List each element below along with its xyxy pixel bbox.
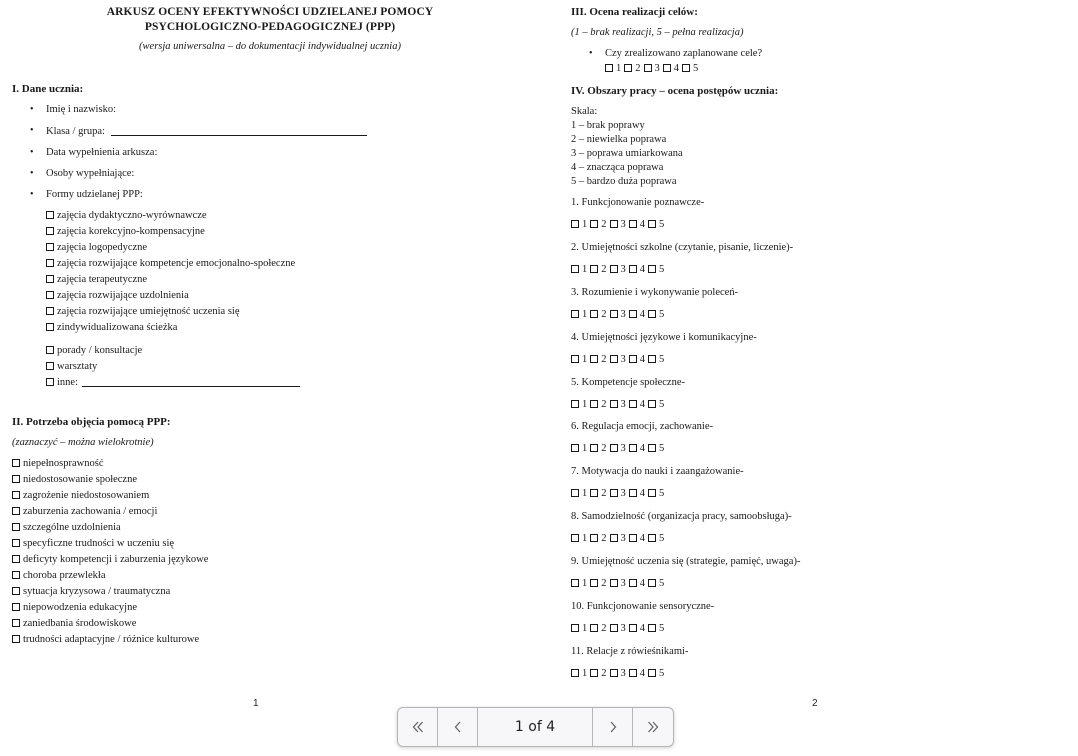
rating-option[interactable] bbox=[590, 219, 606, 230]
rating-option-label: 3 bbox=[620, 399, 626, 410]
rating-option-label: 5 bbox=[659, 623, 665, 634]
checkbox-icon[interactable] bbox=[644, 64, 652, 72]
rating-option-label: 3 bbox=[620, 533, 626, 544]
field-class-label: Klasa / grupa: bbox=[46, 126, 105, 137]
area-label: 8. Samodzielność (organizacja pracy, samoobsługa)- bbox=[571, 511, 792, 522]
rating-option-label: 4 bbox=[639, 488, 645, 499]
need-option[interactable]: zaniedbania środowiskowe bbox=[12, 613, 136, 631]
rating-option[interactable] bbox=[610, 668, 626, 679]
rating-option[interactable] bbox=[571, 309, 587, 320]
scale-item: 4 – znacząca poprawa bbox=[571, 162, 664, 173]
need-option[interactable]: choroba przewlekła bbox=[12, 565, 106, 583]
rating-option-label: 5 bbox=[659, 309, 665, 320]
rating-option[interactable] bbox=[610, 354, 626, 365]
field-persons-label: Osoby wypełniające: bbox=[46, 168, 135, 179]
checkbox-icon[interactable] bbox=[12, 603, 20, 611]
area-label: 10. Funkcjonowanie sensoryczne- bbox=[571, 601, 715, 612]
rating-option-label: 4 bbox=[639, 399, 645, 410]
section-3-note: (1 – brak realizacji, 5 – pełna realizacja) bbox=[571, 27, 744, 38]
rating-option[interactable] bbox=[629, 309, 645, 320]
area-label: 9. Umiejętność uczenia się (strategie, pamięć, uwaga)- bbox=[571, 556, 801, 567]
checkbox-icon[interactable] bbox=[610, 265, 618, 273]
area-rating[interactable] bbox=[571, 623, 667, 634]
form-option[interactable]: zajęcia rozwijające umiejętność uczenia się bbox=[46, 301, 239, 319]
scale-item: 1 – brak poprawy bbox=[571, 120, 645, 131]
rating-option-label: 2 bbox=[601, 354, 607, 365]
rating-option[interactable] bbox=[648, 399, 664, 410]
rating-option[interactable] bbox=[644, 63, 660, 74]
checkbox-icon[interactable] bbox=[610, 355, 618, 363]
rating-option[interactable] bbox=[624, 63, 640, 74]
rating-option[interactable] bbox=[629, 668, 645, 679]
rating-option[interactable] bbox=[571, 354, 587, 365]
page-indicator: 1 of 4 bbox=[478, 708, 593, 746]
form-option[interactable]: zajęcia terapeutyczne bbox=[46, 269, 147, 287]
field-name-label: Imię i nazwisko: bbox=[46, 104, 116, 115]
rating-option[interactable] bbox=[610, 533, 626, 544]
form-option[interactable]: zajęcia rozwijające kompetencje emocjonalno-społeczne bbox=[46, 253, 295, 271]
checkbox-icon[interactable] bbox=[648, 534, 656, 542]
next-page-button[interactable] bbox=[593, 708, 633, 746]
page-navigation-toolbar bbox=[397, 707, 674, 747]
rating-option-label: 3 bbox=[620, 219, 626, 230]
rating-option[interactable] bbox=[610, 399, 626, 410]
checkbox-icon[interactable] bbox=[12, 635, 20, 643]
rating-option[interactable] bbox=[590, 309, 606, 320]
area-rating[interactable] bbox=[571, 219, 667, 230]
checkbox-icon[interactable] bbox=[46, 211, 54, 219]
checkbox-icon[interactable] bbox=[648, 220, 656, 228]
need-option[interactable]: niepełnosprawność bbox=[12, 453, 103, 471]
rating-option-label: 5 bbox=[659, 443, 665, 454]
rating-option-label: 1 bbox=[582, 533, 588, 544]
checkbox-icon[interactable] bbox=[571, 444, 579, 452]
rating-option[interactable] bbox=[648, 264, 664, 275]
checkbox-icon[interactable] bbox=[629, 534, 637, 542]
need-option[interactable]: sytuacja kryzysowa / traumatyczna bbox=[12, 581, 170, 599]
goals-question: Czy zrealizowano zaplanowane cele? bbox=[605, 48, 763, 59]
area-rating[interactable] bbox=[571, 533, 667, 544]
checkbox-icon[interactable] bbox=[12, 555, 20, 563]
rating-option-label: 3 bbox=[620, 354, 626, 365]
rating-option-label: 2 bbox=[601, 578, 607, 589]
rating-option[interactable] bbox=[571, 533, 587, 544]
rating-option[interactable] bbox=[629, 219, 645, 230]
checkbox-icon[interactable] bbox=[590, 579, 598, 587]
rating-option-label: 2 bbox=[601, 488, 607, 499]
checkbox-icon[interactable] bbox=[46, 346, 54, 354]
checkbox-icon[interactable] bbox=[12, 587, 20, 595]
rating-option-label: 1 bbox=[582, 443, 588, 454]
rating-option[interactable] bbox=[629, 488, 645, 499]
checkbox-icon[interactable] bbox=[629, 669, 637, 677]
rating-option-label: 2 bbox=[601, 219, 607, 230]
area-label: 1. Funkcjonowanie poznawcze- bbox=[571, 197, 705, 208]
rating-option[interactable] bbox=[648, 533, 664, 544]
need-option[interactable]: niedostosowanie społeczne bbox=[12, 469, 137, 487]
rating-option-label: 5 bbox=[659, 219, 665, 230]
rating-option[interactable] bbox=[610, 219, 626, 230]
checkbox-icon[interactable] bbox=[46, 362, 54, 370]
form-option[interactable]: zajęcia logopedyczne bbox=[46, 237, 147, 255]
rating-option[interactable] bbox=[590, 399, 606, 410]
need-option[interactable]: szczególne uzdolnienia bbox=[12, 517, 121, 535]
rating-option-label: 3 bbox=[620, 668, 626, 679]
scale-item: 3 – poprawa umiarkowana bbox=[571, 148, 683, 159]
checkbox-icon[interactable] bbox=[571, 624, 579, 632]
rating-option[interactable] bbox=[648, 219, 664, 230]
rating-option[interactable] bbox=[590, 533, 606, 544]
checkbox-icon[interactable] bbox=[590, 310, 598, 318]
checkbox-icon[interactable] bbox=[610, 669, 618, 677]
checkbox-icon[interactable] bbox=[46, 275, 54, 283]
checkbox-icon[interactable] bbox=[571, 400, 579, 408]
rating-option-label: 5 bbox=[659, 264, 665, 275]
rating-option-label: 4 bbox=[673, 63, 679, 74]
rating-option-label: 3 bbox=[620, 264, 626, 275]
checkbox-icon[interactable] bbox=[610, 624, 618, 632]
bullet-icon: • bbox=[30, 125, 34, 136]
section-4-heading: IV. Obszary pracy – ocena postępów ucznia: bbox=[571, 85, 779, 97]
rating-option-label: 4 bbox=[639, 309, 645, 320]
checkbox-icon[interactable] bbox=[46, 323, 54, 331]
rating-option-label: 4 bbox=[639, 219, 645, 230]
checkbox-icon[interactable] bbox=[648, 310, 656, 318]
checkbox-icon[interactable] bbox=[12, 491, 20, 499]
checkbox-icon[interactable] bbox=[46, 291, 54, 299]
area-rating[interactable] bbox=[571, 309, 667, 320]
rating-option[interactable] bbox=[590, 264, 606, 275]
checkbox-icon[interactable] bbox=[629, 310, 637, 318]
checkbox-icon[interactable] bbox=[663, 64, 671, 72]
checkbox-icon[interactable] bbox=[590, 220, 598, 228]
checkbox-icon[interactable] bbox=[590, 624, 598, 632]
rating-option-label: 3 bbox=[620, 309, 626, 320]
rating-option[interactable] bbox=[571, 578, 587, 589]
area-rating[interactable] bbox=[571, 354, 667, 365]
rating-option-label: 3 bbox=[654, 63, 660, 74]
rating-option-label: 2 bbox=[601, 668, 607, 679]
first-page-button[interactable] bbox=[398, 708, 438, 746]
double-chevron-right-icon bbox=[646, 720, 660, 734]
document-subtitle: (wersja uniwersalna – do dokumentacji indywidualnej ucznia) bbox=[139, 41, 401, 52]
checkbox-icon[interactable] bbox=[610, 444, 618, 452]
area-rating[interactable] bbox=[571, 488, 667, 499]
rating-option-label: 1 bbox=[582, 668, 588, 679]
checkbox-icon[interactable] bbox=[12, 475, 20, 483]
checkbox-icon[interactable] bbox=[46, 227, 54, 235]
rating-option-label: 4 bbox=[639, 264, 645, 275]
area-rating[interactable] bbox=[571, 264, 667, 275]
need-option[interactable]: zagrożenie niedostosowaniem bbox=[12, 485, 149, 503]
rating-option[interactable] bbox=[571, 668, 587, 679]
form-option-other[interactable]: inne: bbox=[46, 372, 300, 390]
rating-option[interactable] bbox=[648, 443, 664, 454]
checkbox-icon[interactable] bbox=[610, 220, 618, 228]
rating-option[interactable] bbox=[610, 578, 626, 589]
checkbox-icon[interactable] bbox=[590, 265, 598, 273]
checkbox-icon[interactable] bbox=[629, 355, 637, 363]
need-option[interactable]: niepowodzenia edukacyjne bbox=[12, 597, 137, 615]
rating-option[interactable] bbox=[648, 668, 664, 679]
checkbox-icon[interactable] bbox=[590, 534, 598, 542]
chevron-left-icon bbox=[451, 720, 465, 734]
rating-option-label: 1 bbox=[582, 354, 588, 365]
rating-option-label: 2 bbox=[601, 533, 607, 544]
bullet-icon: • bbox=[589, 48, 593, 59]
rating-option[interactable] bbox=[610, 309, 626, 320]
rating-option-label: 4 bbox=[639, 668, 645, 679]
bullet-icon: • bbox=[30, 168, 34, 179]
form-option[interactable]: warsztaty bbox=[46, 356, 97, 374]
rating-option-label: 5 bbox=[659, 533, 665, 544]
rating-option[interactable] bbox=[590, 668, 606, 679]
rating-option-label: 2 bbox=[601, 399, 607, 410]
need-option[interactable]: specyficzne trudności w uczeniu się bbox=[12, 533, 174, 551]
bullet-icon: • bbox=[30, 104, 34, 115]
rating-option-label: 5 bbox=[693, 63, 699, 74]
goals-rating[interactable] bbox=[605, 63, 701, 74]
checkbox-icon[interactable] bbox=[571, 579, 579, 587]
checkbox-icon[interactable] bbox=[46, 378, 54, 386]
checkbox-icon[interactable] bbox=[682, 64, 690, 72]
checkbox-icon[interactable] bbox=[610, 579, 618, 587]
rating-option-label: 5 bbox=[659, 399, 665, 410]
rating-option-label: 4 bbox=[639, 443, 645, 454]
checkbox-icon[interactable] bbox=[46, 259, 54, 267]
area-label: 3. Rozumienie i wykonywanie poleceń- bbox=[571, 287, 739, 298]
checkbox-icon[interactable] bbox=[590, 444, 598, 452]
scale-item: 2 – niewielka poprawa bbox=[571, 134, 667, 145]
checkbox-icon[interactable] bbox=[590, 400, 598, 408]
rating-option-label: 4 bbox=[639, 623, 645, 634]
checkbox-icon[interactable] bbox=[46, 243, 54, 251]
chevron-right-icon bbox=[606, 720, 620, 734]
rating-option[interactable] bbox=[629, 578, 645, 589]
checkbox-icon[interactable] bbox=[590, 669, 598, 677]
rating-option-label: 3 bbox=[620, 578, 626, 589]
rating-option-label: 1 bbox=[582, 219, 588, 230]
checkbox-icon[interactable] bbox=[648, 355, 656, 363]
section-2-heading: II. Potrzeba objęcia pomocą PPP: bbox=[12, 416, 171, 428]
other-fill-line[interactable] bbox=[82, 376, 300, 387]
section-2-note: (zaznaczyć – można wielokrotnie) bbox=[12, 437, 154, 448]
rating-option[interactable] bbox=[663, 63, 679, 74]
area-label: 11. Relacje z rówieśnikami- bbox=[571, 646, 689, 657]
last-page-button[interactable] bbox=[633, 708, 673, 746]
page-number-2: 2 bbox=[812, 698, 818, 709]
rating-option[interactable] bbox=[629, 533, 645, 544]
double-chevron-left-icon bbox=[411, 720, 425, 734]
rating-option[interactable] bbox=[648, 488, 664, 499]
checkbox-icon[interactable] bbox=[12, 507, 20, 515]
checkbox-icon[interactable] bbox=[571, 265, 579, 273]
bullet-icon: • bbox=[30, 189, 34, 200]
area-label: 7. Motywacja do nauki i zaangażowanie- bbox=[571, 466, 744, 477]
area-rating[interactable] bbox=[571, 399, 667, 410]
checkbox-icon[interactable] bbox=[629, 265, 637, 273]
checkbox-icon[interactable] bbox=[610, 534, 618, 542]
rating-option[interactable] bbox=[648, 354, 664, 365]
checkbox-icon[interactable] bbox=[629, 220, 637, 228]
checkbox-icon[interactable] bbox=[571, 489, 579, 497]
checkbox-icon[interactable] bbox=[610, 310, 618, 318]
field-date-label: Data wypełnienia arkusza: bbox=[46, 147, 158, 158]
rating-option-label: 2 bbox=[635, 63, 641, 74]
rating-option[interactable] bbox=[648, 309, 664, 320]
rating-option-label: 3 bbox=[620, 443, 626, 454]
form-option[interactable]: porady / konsultacje bbox=[46, 340, 142, 358]
rating-option[interactable] bbox=[629, 399, 645, 410]
rating-option-label: 3 bbox=[620, 488, 626, 499]
rating-option-label: 1 bbox=[582, 488, 588, 499]
rating-option[interactable] bbox=[629, 354, 645, 365]
area-label: 6. Regulacja emocji, zachowanie- bbox=[571, 421, 713, 432]
section-3-heading: III. Ocena realizacji celów: bbox=[571, 6, 698, 18]
rating-option[interactable] bbox=[682, 63, 698, 74]
form-option[interactable]: zindywidualizowana ścieżka bbox=[46, 317, 177, 335]
rating-option[interactable] bbox=[629, 623, 645, 634]
document-page-2 bbox=[540, 0, 1078, 756]
rating-option-label: 4 bbox=[639, 533, 645, 544]
checkbox-icon[interactable] bbox=[571, 669, 579, 677]
rating-option[interactable] bbox=[571, 488, 587, 499]
checkbox-icon[interactable] bbox=[571, 310, 579, 318]
checkbox-icon[interactable] bbox=[648, 444, 656, 452]
document-title-line-2: PSYCHOLOGICZNO-PEDAGOGICZNEJ (PPP) bbox=[144, 21, 396, 33]
section-1-heading: I. Dane ucznia: bbox=[12, 83, 84, 95]
checkbox-icon[interactable] bbox=[629, 489, 637, 497]
rating-option[interactable] bbox=[629, 443, 645, 454]
rating-option-label: 1 bbox=[582, 264, 588, 275]
rating-option[interactable] bbox=[571, 443, 587, 454]
checkbox-icon[interactable] bbox=[629, 579, 637, 587]
rating-option[interactable] bbox=[590, 488, 606, 499]
checkbox-icon[interactable] bbox=[648, 579, 656, 587]
rating-option[interactable] bbox=[610, 623, 626, 634]
rating-option-label: 5 bbox=[659, 668, 665, 679]
field-forms-label: Formy udzielanej PPP: bbox=[46, 189, 143, 200]
rating-option[interactable] bbox=[648, 578, 664, 589]
rating-option[interactable] bbox=[648, 623, 664, 634]
rating-option[interactable] bbox=[590, 578, 606, 589]
page-number-1: 1 bbox=[253, 698, 259, 709]
checkbox-icon[interactable] bbox=[605, 64, 613, 72]
checkbox-icon[interactable] bbox=[648, 265, 656, 273]
checkbox-icon[interactable] bbox=[571, 355, 579, 363]
checkbox-icon[interactable] bbox=[590, 489, 598, 497]
rating-option[interactable] bbox=[610, 443, 626, 454]
checkbox-icon[interactable] bbox=[12, 619, 20, 627]
field-class-row bbox=[46, 125, 367, 137]
rating-option[interactable] bbox=[605, 63, 621, 74]
rating-option-label: 1 bbox=[582, 578, 588, 589]
rating-option-label: 4 bbox=[639, 354, 645, 365]
rating-option[interactable] bbox=[629, 264, 645, 275]
document-title-line-1: ARKUSZ OCENY EFEKTYWNOŚCI UDZIELANEJ POMOCY bbox=[106, 6, 434, 18]
rating-option-label: 2 bbox=[601, 309, 607, 320]
rating-option[interactable] bbox=[610, 264, 626, 275]
area-rating[interactable] bbox=[571, 443, 667, 454]
checkbox-icon[interactable] bbox=[12, 459, 20, 467]
checkbox-icon[interactable] bbox=[648, 669, 656, 677]
checkbox-icon[interactable] bbox=[629, 624, 637, 632]
rating-option-label: 5 bbox=[659, 488, 665, 499]
rating-option[interactable] bbox=[571, 219, 587, 230]
scale-item: 5 – bardzo duża poprawa bbox=[571, 176, 677, 187]
rating-option-label: 4 bbox=[639, 578, 645, 589]
rating-option[interactable] bbox=[571, 623, 587, 634]
area-label: 2. Umiejętności szkolne (czytanie, pisanie, liczenie)- bbox=[571, 242, 794, 253]
rating-option-label: 1 bbox=[582, 399, 588, 410]
rating-option-label: 1 bbox=[582, 309, 588, 320]
rating-option-label: 1 bbox=[582, 623, 588, 634]
rating-option-label: 1 bbox=[616, 63, 622, 74]
checkbox-icon[interactable] bbox=[571, 534, 579, 542]
area-label: 4. Umiejętności językowe i komunikacyjne- bbox=[571, 332, 757, 343]
rating-option[interactable] bbox=[571, 399, 587, 410]
checkbox-icon[interactable] bbox=[629, 400, 637, 408]
area-label: 5. Kompetencje społeczne- bbox=[571, 377, 685, 388]
rating-option[interactable] bbox=[571, 264, 587, 275]
need-option[interactable]: trudności adaptacyjne / różnice kulturowe bbox=[12, 629, 199, 647]
checkbox-icon[interactable] bbox=[629, 444, 637, 452]
rating-option[interactable] bbox=[610, 488, 626, 499]
rating-option-label: 5 bbox=[659, 578, 665, 589]
previous-page-button[interactable] bbox=[438, 708, 478, 746]
checkbox-icon[interactable] bbox=[648, 489, 656, 497]
need-option[interactable]: zaburzenia zachowania / emocji bbox=[12, 501, 157, 519]
class-fill-line[interactable] bbox=[111, 125, 367, 136]
form-option[interactable]: zajęcia dydaktyczno-wyrównawcze bbox=[46, 205, 207, 223]
bullet-icon: • bbox=[30, 147, 34, 158]
checkbox-icon[interactable] bbox=[610, 489, 618, 497]
rating-option[interactable] bbox=[590, 443, 606, 454]
checkbox-icon[interactable] bbox=[590, 355, 598, 363]
area-rating[interactable] bbox=[571, 578, 667, 589]
area-rating[interactable] bbox=[571, 668, 667, 679]
form-option[interactable]: zajęcia korekcyjno-kompensacyjne bbox=[46, 221, 205, 239]
rating-option[interactable] bbox=[590, 354, 606, 365]
scale-label: Skala: bbox=[571, 106, 598, 117]
form-option[interactable]: zajęcia rozwijające uzdolnienia bbox=[46, 285, 189, 303]
checkbox-icon[interactable] bbox=[648, 400, 656, 408]
need-option[interactable]: deficyty kompetencji i zaburzenia językowe bbox=[12, 549, 208, 567]
checkbox-icon[interactable] bbox=[624, 64, 632, 72]
rating-option-label: 3 bbox=[620, 623, 626, 634]
checkbox-icon[interactable] bbox=[12, 571, 20, 579]
rating-option[interactable] bbox=[590, 623, 606, 634]
checkbox-icon[interactable] bbox=[610, 400, 618, 408]
checkbox-icon[interactable] bbox=[648, 624, 656, 632]
checkbox-icon[interactable] bbox=[12, 523, 20, 531]
rating-option-label: 2 bbox=[601, 623, 607, 634]
rating-option-label: 5 bbox=[659, 354, 665, 365]
checkbox-icon[interactable] bbox=[571, 220, 579, 228]
rating-option-label: 2 bbox=[601, 443, 607, 454]
rating-option-label: 2 bbox=[601, 264, 607, 275]
checkbox-icon[interactable] bbox=[12, 539, 20, 547]
checkbox-icon[interactable] bbox=[46, 307, 54, 315]
